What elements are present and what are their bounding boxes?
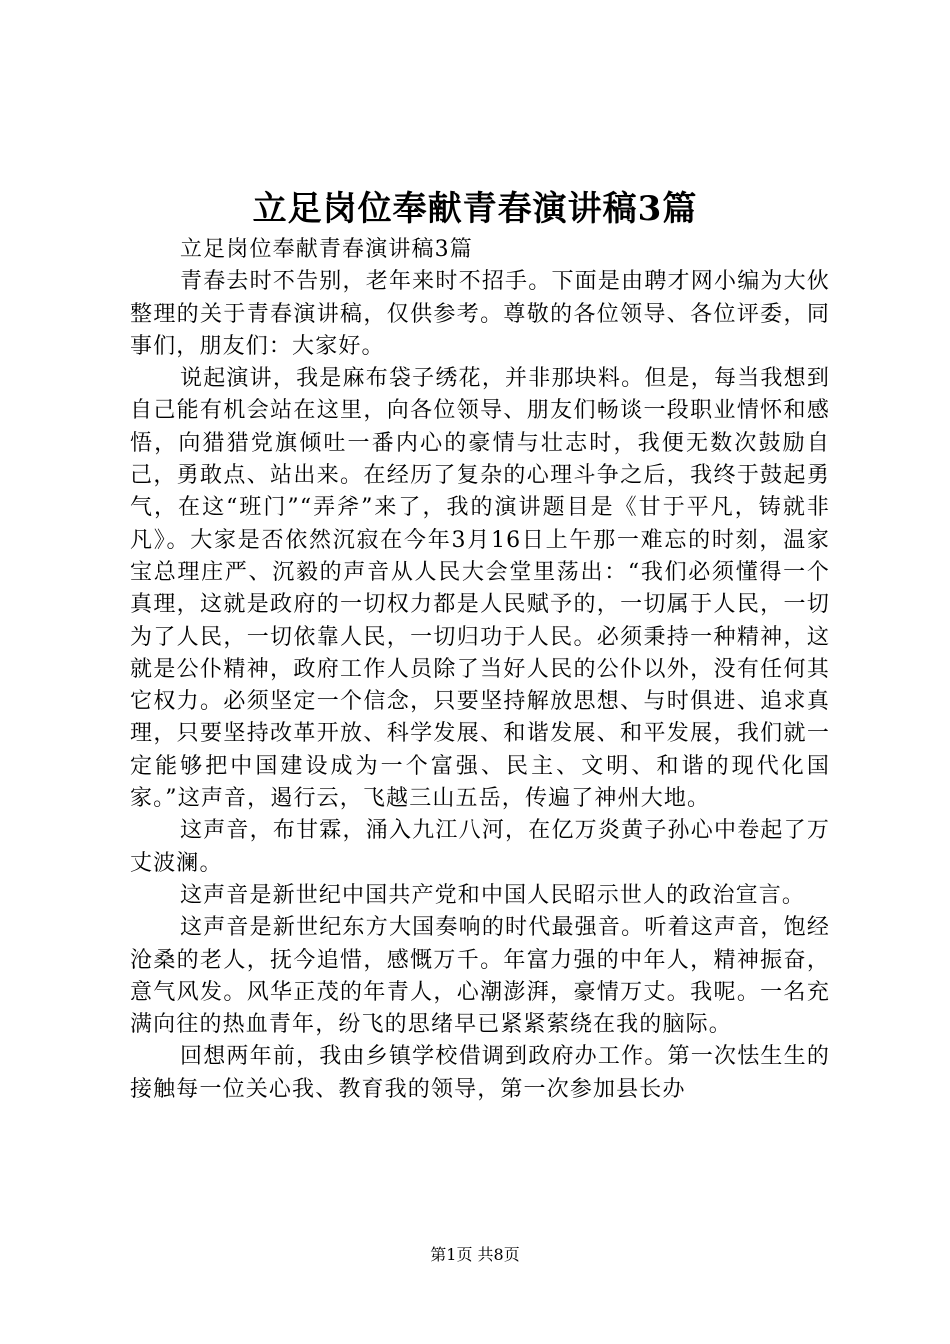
paragraph: 这声音是新世纪东方大国奏响的时代最强音。听着这声音，饱经沧桑的老人，抚今追惜，感慨万千。年富力强的中年人，精神振奋，意气风发。风华正茂的年青人，心潮澎湃，豪情万丈。我呢。一名充满向往的热血青年，纷飞的思绪早已紧紧萦绕在我的脑际。 (130, 915, 830, 1038)
page-number-footer: 第1页 共8页 (430, 1245, 520, 1264)
paragraph: 青春去时不告别，老年来时不招手。下面是由聘才网小编为大伙整理的关于青春演讲稿，仅供参考。尊敬的各位领导、各位评委，同事们，朋友们：大家好。 (130, 269, 830, 359)
paragraph: 立足岗位奉献青春演讲稿3篇 (180, 237, 473, 262)
paragraph: 回想两年前，我由乡镇学校借调到政府办工作。第一次怯生生的接触每一位关心我、教育我的领导，第一次参加县长办 (130, 1044, 830, 1102)
document-title: 立足岗位奉献青春演讲稿3篇 (252, 189, 698, 229)
paragraph: 这声音，布甘霖，涌入九江八河，在亿万炎黄子孙心中卷起了万丈波澜。 (130, 818, 830, 876)
document-body (130, 234, 830, 1106)
paragraph: 说起演讲，我是麻布袋子绣花，并非那块料。但是，每当我想到自己能有机会站在这里，向各位领导、朋友们畅谈一段职业情怀和感悟，向猎猎党旗倾吐一番内心的豪情与壮志时，我便无数次鼓励自己，勇敢点、站出来。在经历了复杂的心理斗争之后，我终于鼓起勇气，在这“班门”“弄斧”来了，我的演讲题目是《甘于平凡，铸就非凡》。大家是否依然沉寂在今年3月16日上午那一难忘的时刻，温家宝总理庄严、沉毅的声音从人民大会堂里荡出：“我们必须懂得一个真理，这就是政府的一切权力都是人民赋予的，一切属于人民，一切为了人民，一切依靠人民，一切归功于人民。必须秉持一种精神，这就是公仆精神，政府工作人员除了当好人民的公仆以外，没有任何其它权力。必须坚定一个信念，只要坚持解放思想、与时俱进、追求真理，只要坚持改革开放、科学发展、和谐发展、和平发展，我们就一定能够把中国建设成为一个富强、民主、文明、和谐的现代化国家。”这声音，遏行云，飞越三山五岳，传遍了神州大地。 (130, 366, 830, 812)
paragraph: 这声音是新世纪中国共产党和中国人民昭示世人的政治宣言。 (180, 882, 806, 908)
